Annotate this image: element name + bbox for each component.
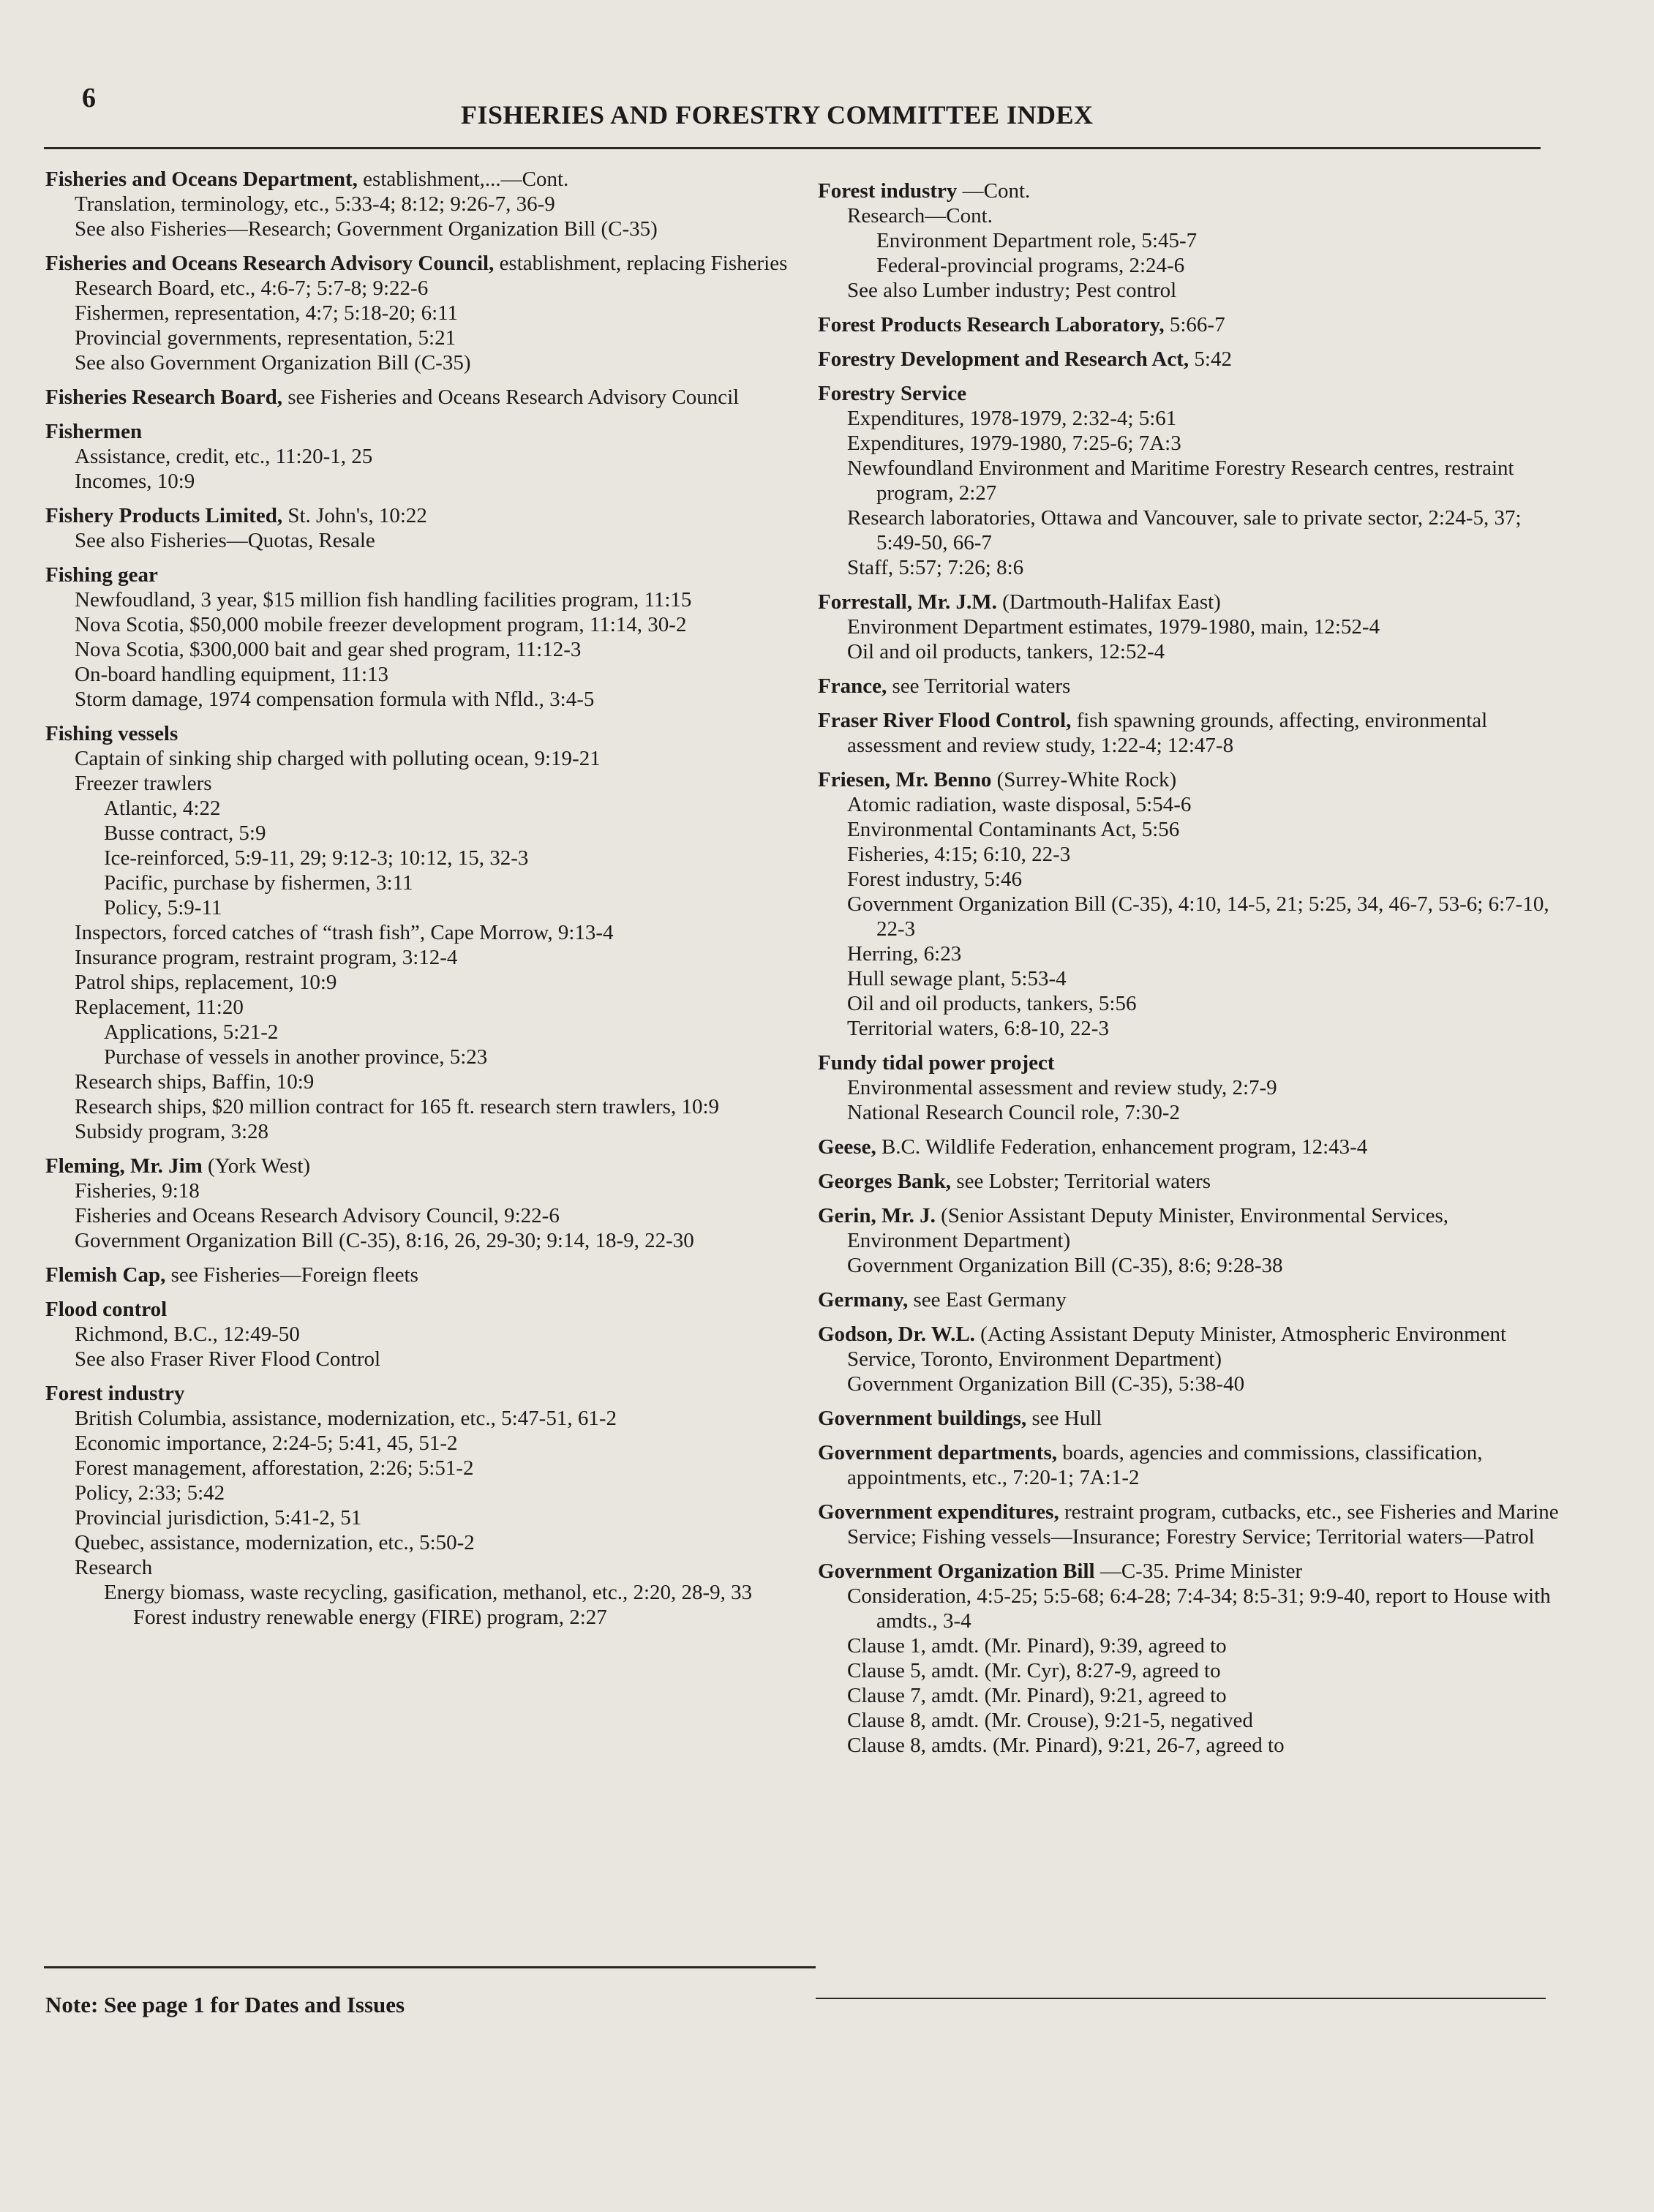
entry-heading <box>45 1381 813 1406</box>
subentry: Expenditures, 1978-1979, 2:32-4; 5:61 <box>847 407 1177 430</box>
index-entry <box>45 167 813 241</box>
entry-heading-text: B.C. Wildlife Federation, enhancement program, 12:43-4 <box>881 1135 1368 1159</box>
entry-term: Government expenditures, <box>818 1500 1059 1524</box>
index-entry <box>818 1440 1560 1490</box>
entry-heading-text: establishment,...—Cont. <box>363 168 569 191</box>
index-entry <box>45 1381 813 1630</box>
entry-heading <box>818 312 1560 337</box>
subentry: Applications, 5:21-2 <box>104 1020 279 1044</box>
index-entry <box>818 1406 1560 1431</box>
subentry: Research ships, Baffin, 10:9 <box>75 1070 315 1094</box>
entry-heading <box>45 419 813 444</box>
index-entry <box>45 503 813 553</box>
index-entry <box>45 419 813 494</box>
entry-heading <box>45 251 813 301</box>
entry-heading <box>818 590 1560 614</box>
subentry: Expenditures, 1979-1980, 7:25-6; 7A:3 <box>847 432 1181 455</box>
subentry: Busse contract, 5:9 <box>104 821 266 845</box>
subentry: Clause 8, amdt. (Mr. Crouse), 9:21-5, negatived <box>847 1709 1253 1732</box>
footer-note: Note: See page 1 for Dates and Issues <box>45 1992 405 2017</box>
subentry: Patrol ships, replacement, 10:9 <box>75 971 337 994</box>
entry-term: Fishery Products Limited, <box>45 504 283 527</box>
entry-term: Flemish Cap, <box>45 1263 166 1287</box>
subentry: Forest industry, 5:46 <box>847 868 1022 891</box>
index-entry <box>818 381 1560 580</box>
subentry: Assistance, credit, etc., 11:20-1, 25 <box>75 445 373 468</box>
running-title: FISHERIES AND FORESTRY COMMITTEE INDEX <box>461 100 1094 129</box>
subentry: On-board handling equipment, 11:13 <box>75 663 389 686</box>
subentry: Clause 7, amdt. (Mr. Pinard), 9:21, agreed to <box>847 1684 1227 1707</box>
index-entry <box>818 708 1560 758</box>
index-entry <box>818 590 1560 664</box>
entry-term: Government buildings, <box>818 1407 1027 1430</box>
entry-term: Fraser River Flood Control, <box>818 709 1072 732</box>
footer-rule-left <box>44 1966 816 1968</box>
subentry: Subsidy program, 3:28 <box>75 1120 269 1143</box>
entry-heading <box>818 1135 1560 1159</box>
entry-term: Forest industry <box>818 179 958 203</box>
entry-term: Government Organization Bill <box>818 1560 1095 1583</box>
entry-term: Flood control <box>45 1298 168 1321</box>
entry-heading <box>45 1263 813 1287</box>
subentry: Atlantic, 4:22 <box>104 797 221 820</box>
subentry: Oil and oil products, tankers, 5:56 <box>847 992 1137 1015</box>
index-entry <box>818 1500 1560 1549</box>
subentry: Nova Scotia, $300,000 bait and gear shed program, 11:12-3 <box>75 638 582 661</box>
entry-heading <box>818 674 1560 699</box>
index-entry <box>818 674 1560 699</box>
index-entry <box>818 347 1560 372</box>
index-entry <box>45 1263 813 1287</box>
subentry: Translation, terminology, etc., 5:33-4; 8:12; 9:26-7, 36-9 <box>75 192 555 216</box>
entry-term: Forest Products Research Laboratory, <box>818 313 1165 336</box>
entry-heading-text: 5:42 <box>1194 347 1232 371</box>
index-entry <box>818 1287 1560 1312</box>
subentry: Fisheries, 9:18 <box>75 1179 200 1203</box>
entry-heading-text: (Senior Assistant Deputy Minister, Environmental Services, Environment Department) <box>847 1204 1449 1252</box>
entry-heading-text: see Hull <box>1031 1407 1102 1430</box>
subentry: Fisheries and Oceans Research Advisory Council, 9:22-6 <box>75 1204 560 1227</box>
entry-heading-text: see Fisheries and Oceans Research Advisory Council <box>287 385 740 409</box>
entry-heading-text: (Surrey-White Rock) <box>996 768 1177 791</box>
index-entry <box>45 1297 813 1372</box>
subentry: Storm damage, 1974 compensation formula with Nfld., 3:4-5 <box>75 688 595 711</box>
entry-heading-text: see East Germany <box>913 1288 1067 1312</box>
entry-heading-text: St. John's, 10:22 <box>287 504 427 527</box>
subentry: Research laboratories, Ottawa and Vancouver, sale to private sector, 2:24-5, 37; 5:49-50, 66-7 <box>847 506 1522 554</box>
subentry: Energy biomass, waste recycling, gasification, methanol, etc., 2:20, 28-9, 33 <box>104 1581 753 1604</box>
index-entry <box>818 1322 1560 1396</box>
entry-heading-text: see Territorial waters <box>892 674 1071 698</box>
entry-heading-text: (Acting Assistant Deputy Minister, Atmospheric Environment Service, Toronto, Environment Department) <box>847 1323 1507 1371</box>
subentry: Research—Cont. <box>847 204 993 227</box>
subentry: British Columbia, assistance, modernization, etc., 5:47-51, 61-2 <box>75 1407 617 1430</box>
entry-heading-text: (Dartmouth-Halifax East) <box>1002 590 1221 614</box>
subentry: Provincial jurisdiction, 5:41-2, 51 <box>75 1506 362 1530</box>
entry-heading-text: boards, agencies and commissions, classification, appointments, etc., 7:20-1; 7A:1-2 <box>847 1441 1483 1489</box>
entry-term: Germany, <box>818 1288 909 1312</box>
subentry: Fisheries, 4:15; 6:10, 22-3 <box>847 843 1071 866</box>
right-column <box>818 178 1560 1767</box>
subentry: Government Organization Bill (C-35), 8:6; 9:28-38 <box>847 1254 1283 1277</box>
subentry: Oil and oil products, tankers, 12:52-4 <box>847 640 1165 663</box>
entry-heading-text: restraint program, cutbacks, etc., see Fisheries and Marine Service; Fishing vessels—Insurance; Forestry Service; Territorial waters—Patrol <box>847 1500 1559 1549</box>
entry-term: Fisheries and Oceans Department, <box>45 168 358 191</box>
entry-term: Forestry Development and Research Act, <box>818 347 1189 371</box>
entry-term: Fishermen <box>45 420 143 443</box>
entry-heading <box>818 1440 1560 1490</box>
index-entry <box>45 385 813 410</box>
entry-term: Fishing gear <box>45 563 158 587</box>
subentry: Purchase of vessels in another province, 5:23 <box>104 1045 488 1069</box>
entry-term: France, <box>818 674 887 698</box>
entry-heading-text: (York West) <box>208 1154 311 1178</box>
subentry: Federal-provincial programs, 2:24-6 <box>876 254 1185 277</box>
subentry: Environment Department role, 5:45-7 <box>876 229 1198 252</box>
index-entry <box>818 312 1560 337</box>
index-entry <box>45 721 813 1144</box>
subentry: See also Fisheries—Quotas, Resale <box>75 529 375 552</box>
entry-term: Friesen, Mr. Benno <box>818 768 992 791</box>
entry-heading-text: 5:66-7 <box>1169 313 1225 336</box>
entry-heading-text: —Cont. <box>962 179 1031 203</box>
entry-heading <box>818 1203 1560 1253</box>
subentry: Nova Scotia, $50,000 mobile freezer development program, 11:14, 30-2 <box>75 613 687 636</box>
entry-heading <box>818 1050 1560 1075</box>
index-entry <box>818 1559 1560 1758</box>
index-entry <box>45 563 813 712</box>
subentry: Replacement, 11:20 <box>75 996 244 1019</box>
subentry: Clause 1, amdt. (Mr. Pinard), 9:39, agreed to <box>847 1634 1227 1658</box>
entry-heading-text: fish spawning grounds, affecting, environmental assessment and review study, 1:22-4; 12:47-8 <box>847 709 1488 757</box>
entry-term: Georges Bank, <box>818 1170 952 1193</box>
entry-heading <box>818 767 1560 792</box>
entry-heading <box>818 1559 1560 1584</box>
subentry: Captain of sinking ship charged with polluting ocean, 9:19-21 <box>75 747 601 770</box>
subentry: Quebec, assistance, modernization, etc., 5:50-2 <box>75 1531 475 1554</box>
subentry: Government Organization Bill (C-35), 4:10, 14-5, 21; 5:25, 34, 46-7, 53-6; 6:7-10, 22-3 <box>847 892 1549 941</box>
subentry: Freezer trawlers <box>75 772 212 795</box>
subentry: Provincial governments, representation, 5:21 <box>75 326 456 350</box>
entry-heading-text: see Fisheries—Foreign fleets <box>170 1263 418 1287</box>
subentry: Herring, 6:23 <box>847 942 962 966</box>
subentry: Hull sewage plant, 5:53-4 <box>847 967 1067 990</box>
entry-heading-text: see Lobster; Territorial waters <box>956 1170 1211 1193</box>
subentry: Richmond, B.C., 12:49-50 <box>75 1323 300 1346</box>
entry-heading <box>45 563 813 587</box>
index-entry <box>818 1203 1560 1278</box>
subentry: Newfoudland, 3 year, $15 million fish handling facilities program, 11:15 <box>75 588 692 612</box>
entry-heading <box>818 178 1560 203</box>
index-entry <box>818 1135 1560 1159</box>
entry-term: Gerin, Mr. J. <box>818 1204 936 1227</box>
subentry: National Research Council role, 7:30-2 <box>847 1101 1181 1124</box>
entry-heading <box>818 1287 1560 1312</box>
subentry: Inspectors, forced catches of “trash fish”, Cape Morrow, 9:13-4 <box>75 921 614 944</box>
subentry: Policy, 2:33; 5:42 <box>75 1481 225 1505</box>
entry-heading <box>45 167 813 192</box>
entry-term: Fisheries and Oceans Research Advisory Council, <box>45 252 495 275</box>
subentry: Economic importance, 2:24-5; 5:41, 45, 51-2 <box>75 1432 458 1455</box>
entry-heading <box>818 1406 1560 1431</box>
footer-rule-right <box>816 1998 1546 1999</box>
entry-term: Forest industry <box>45 1382 185 1405</box>
entry-term: Godson, Dr. W.L. <box>818 1323 975 1346</box>
entry-heading <box>818 1169 1560 1194</box>
subentry: Staff, 5:57; 7:26; 8:6 <box>847 556 1024 579</box>
subentry: Research ships, $20 million contract for 165 ft. research stern trawlers, 10:9 <box>75 1095 720 1118</box>
entry-heading <box>818 1322 1560 1372</box>
entry-heading-text: establishment, replacing Fisheries Research Board, etc., 4:6-7; 5:7-8; 9:22-6 <box>75 252 788 300</box>
subentry: Territorial waters, 6:8-10, 22-3 <box>847 1017 1109 1040</box>
entry-term: Fisheries Research Board, <box>45 385 283 409</box>
index-entry <box>818 767 1560 1041</box>
subentry: Environment Department estimates, 1979-1980, main, 12:52-4 <box>847 615 1380 639</box>
subentry: Clause 8, amdts. (Mr. Pinard), 9:21, 26-7, agreed to <box>847 1734 1285 1757</box>
entry-term: Forestry Service <box>818 382 967 405</box>
index-entry <box>818 1050 1560 1125</box>
entry-heading <box>45 1154 813 1178</box>
entry-heading <box>818 381 1560 406</box>
subentry: Consideration, 4:5-25; 5:5-68; 6:4-28; 7:4-34; 8:5-31; 9:9-40, report to House with amdts., 3-4 <box>847 1584 1551 1633</box>
entry-heading <box>45 1297 813 1322</box>
subentry: Ice-reinforced, 5:9-11, 29; 9:12-3; 10:12, 15, 32-3 <box>104 846 529 870</box>
subentry: Pacific, purchase by fishermen, 3:11 <box>104 871 413 895</box>
index-entry <box>818 1169 1560 1194</box>
subentry: Policy, 5:9-11 <box>104 896 222 919</box>
entry-term: Fundy tidal power project <box>818 1051 1055 1075</box>
subentry: Fishermen, representation, 4:7; 5:18-20; 6:11 <box>75 301 459 325</box>
subentry: Newfoundland Environment and Maritime Forestry Research centres, restraint program, 2:27 <box>847 456 1514 505</box>
index-entry <box>818 178 1560 303</box>
entry-heading <box>818 347 1560 372</box>
entry-term: Geese, <box>818 1135 876 1159</box>
subentry: See also Government Organization Bill (C-35) <box>75 351 471 375</box>
entry-heading <box>45 503 813 528</box>
subentry: Incomes, 10:9 <box>75 470 195 493</box>
subentry: See also Fraser River Flood Control <box>75 1347 381 1371</box>
entry-term: Fleming, Mr. Jim <box>45 1154 203 1178</box>
subentry: Forest industry renewable energy (FIRE) program, 2:27 <box>133 1606 607 1629</box>
index-entry <box>45 251 813 375</box>
index-entry <box>45 1154 813 1253</box>
subentry: Forest management, afforestation, 2:26; 5:51-2 <box>75 1456 474 1480</box>
subentry: Environmental Contaminants Act, 5:56 <box>847 818 1180 841</box>
entry-heading <box>818 708 1560 758</box>
subentry: See also Fisheries—Research; Government Organization Bill (C-35) <box>75 217 658 241</box>
subentry: Environmental assessment and review study, 2:7-9 <box>847 1076 1277 1099</box>
entry-heading <box>818 1500 1560 1549</box>
entry-heading <box>45 721 813 746</box>
subentry: Atomic radiation, waste disposal, 5:54-6 <box>847 793 1192 816</box>
entry-term: Forrestall, Mr. J.M. <box>818 590 997 614</box>
page-number: 6 <box>82 83 96 113</box>
subentry: Research <box>75 1556 153 1579</box>
subentry: Clause 5, amdt. (Mr. Cyr), 8:27-9, agreed to <box>847 1659 1221 1682</box>
subentry: Insurance program, restraint program, 3:12-4 <box>75 946 458 969</box>
entry-heading-text: —C-35. Prime Minister <box>1099 1560 1303 1583</box>
subentry: See also Lumber industry; Pest control <box>847 279 1177 302</box>
entry-heading <box>45 385 813 410</box>
entry-term: Government departments, <box>818 1441 1058 1464</box>
subentry: Government Organization Bill (C-35), 5:38-40 <box>847 1372 1245 1396</box>
left-column <box>45 167 813 1639</box>
entry-term: Fishing vessels <box>45 722 178 745</box>
header-rule <box>44 147 1541 149</box>
subentry: Government Organization Bill (C-35), 8:16, 26, 29-30; 9:14, 18-9, 22-30 <box>75 1229 694 1252</box>
